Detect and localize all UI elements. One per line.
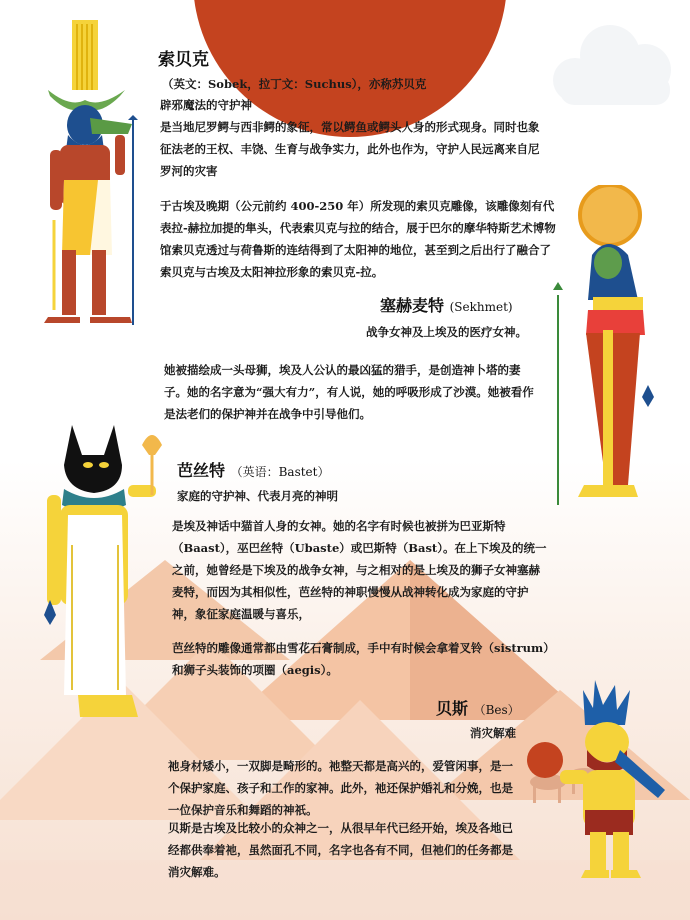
sekhmet-role: 战争女神及上埃及的医疗女神。 [366, 325, 527, 339]
bastet-title-en: （英语：Bastet） [230, 465, 330, 479]
sekhmet-title-zh: 塞赫麦特 [380, 296, 445, 315]
sekhmet-title-en: (Sekhmet) [449, 300, 513, 314]
bastet-paragraph-1: 是埃及神话中猫首人身的女神。她的名字有时候也被拼为巴亚斯特（Baast），巫巴丝特（Ubaste）或巴斯特（Bast）。在上下埃及的统一之前，她曾经是下埃及的战争女神，与之相对的是上埃及的狮子女神塞赫麦特，而因为其相似性，芭丝特的神职慢慢从战神转化成为家庭的守护神，象征家庭温暖与喜乐， [172, 519, 547, 621]
sobek-paragraph-2: 于古埃及晚期（公元前约 400-250 年）所发现的索贝克雕像，该雕像刻有代表拉-赫拉加提的隼头，代表索贝克与拉的结合，展于巴尔的摩华特斯艺术博物馆索贝克透过与荷鲁斯的连结得到了太阳神的地位，甚至到之后出行了融合了索贝克与古埃及太阳神拉形象的索贝克-拉。 [160, 199, 556, 279]
bes-title-zh: 贝斯 [436, 699, 469, 718]
sekhmet-figure [548, 185, 663, 505]
sobek-title: 索贝克 [158, 50, 209, 70]
bastet-title [177, 458, 329, 481]
bes-paragraph-1: 祂身材矮小，一双脚是畸形的。祂整天都是高兴的，爱管闲事，是一个保护家庭、孩子和工作的家神。此外，祂还保护婚礼和分娩，也是一位保护音乐和舞蹈的神祇。 [168, 759, 513, 817]
bes-role: 消灾解难 [470, 726, 516, 740]
bastet-paragraph-2: 芭丝特的雕像通常都由雪花石膏制成，手中有时候会拿着叉铃（sistrum）和狮子头装饰的项圈（aegis）。 [172, 641, 549, 677]
bes-paragraph-2: 贝斯是古埃及比较小的众神之一，从很早年代已经开始，埃及各地已经都供奉着祂，虽然面孔不同，名字也各有不同，但祂们的任务都是消灾解难。 [168, 821, 513, 879]
clouds [553, 25, 671, 105]
sekhmet-paragraph-1: 她被描绘成一头母狮，埃及人公认的最凶猛的猎手，是创造神卜塔的妻子。她的名字意为“强大有力”，有人说，她的呼吸形成了沙漠。她被看作是法老们的保护神并在战争中引导他们。 [164, 363, 534, 421]
sobek-alias: （英文：Sobek，拉丁文：Suchus），亦称苏贝克 [162, 77, 427, 91]
bes-title [436, 696, 520, 719]
bastet-role: 家庭的守护神、代表月亮的神明 [177, 489, 338, 503]
sobek-paragraph-1: 是当地尼罗鳄与西非鳄的象征，常以鳄鱼或鳄头人身的形式现身。同时也象征法老的王权、丰饶、生育与战争实力，此外也作为，守护人民远离来自尼罗河的灾害 [160, 120, 540, 178]
sekhmet-title [380, 293, 513, 316]
bes-title-en: （Bes） [473, 703, 520, 717]
bastet-title-zh: 芭丝特 [177, 461, 226, 480]
sobek-role: 辟邪魔法的守护神 [160, 98, 252, 112]
bes-figure [525, 680, 670, 885]
sobek-figure [40, 20, 145, 325]
bastet-figure [42, 425, 167, 725]
